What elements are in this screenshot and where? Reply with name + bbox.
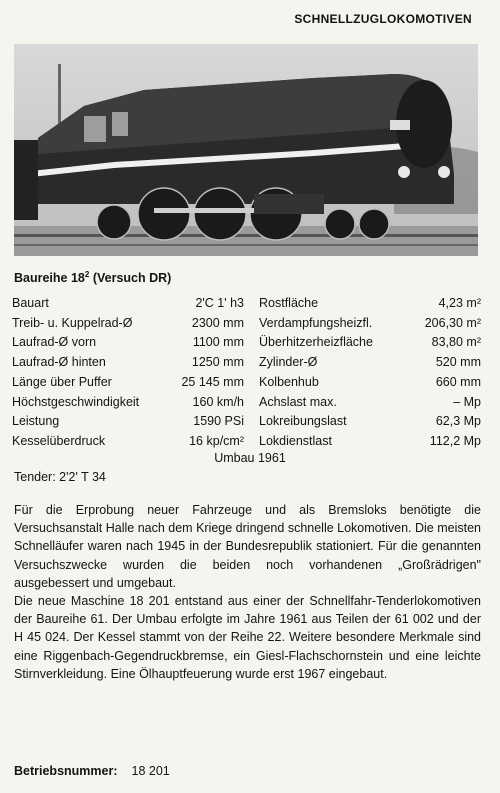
spec-row (259, 353, 481, 373)
spec-row (12, 294, 244, 314)
spec-label: Achslast max. (259, 394, 337, 409)
spec-value: 660 mm (435, 374, 481, 389)
spec-label: Zylinder-Ø (259, 355, 318, 370)
specs-table-left (12, 294, 244, 452)
spec-row (12, 314, 244, 334)
spec-row (12, 373, 244, 393)
spec-row (259, 314, 481, 334)
spec-value: 4,23 m² (438, 296, 481, 310)
spec-value: 25 145 mm (181, 374, 244, 389)
spec-row (12, 393, 244, 413)
spec-row (12, 432, 244, 452)
spec-label: Verdampfungsheizfl. (259, 315, 373, 330)
spec-label: Kesselüberdruck (12, 433, 106, 448)
spec-value: 1590 PSi (193, 414, 244, 429)
spec-label: Treib- u. Kuppelrad-Ø (12, 315, 133, 330)
spec-label: Leistung (12, 414, 60, 429)
description-text (14, 501, 481, 683)
spec-value: 16 kp/cm² (189, 433, 244, 448)
betriebsnummer: Betriebsnummer: 18 201 (14, 764, 170, 778)
spec-row (12, 353, 244, 373)
spec-value: 112,2 Mp (429, 433, 481, 448)
spec-label: Höchstgeschwindigkeit (12, 394, 140, 409)
spec-value: 520 mm (435, 355, 481, 370)
spec-row (259, 333, 481, 353)
spec-value: 62,3 Mp (435, 414, 481, 429)
spec-label: Lokdienstlast (259, 433, 332, 448)
section-title: SCHNELLZUGLOKOMOTIVEN (294, 12, 472, 26)
spec-value: 1100 mm (192, 335, 244, 350)
spec-label: Bauart (12, 296, 49, 310)
spec-row (259, 432, 481, 452)
spec-row (259, 373, 481, 393)
spec-value: 160 km/h (192, 394, 244, 409)
spec-value: 1250 mm (191, 355, 244, 370)
spec-label: Laufrad-Ø vorn (12, 335, 97, 350)
paragraph: Die neue Maschine 18 201 entstand aus einer der Schnellfahr-Tenderlokomotiven der Baureihe 61. Der Umbau erfolgte im Jahre 1961 aus Teilen der 61 002 und der H 45 024. Der Kessel stammt von der Reihe 22. Weitere besondere Merkmale sind eine Riggenbach-Gegendruckbremse, ein Giesl-Flachschornstein und eine leichte Stirnverkleidung. Eine Ölhauptfeuerung wurde erst 1967 eingebaut. (14, 594, 481, 681)
spec-row (259, 294, 481, 314)
spec-row (259, 412, 481, 432)
spec-value: – Mp (453, 394, 481, 409)
spec-value: 83,80 m² (431, 335, 481, 350)
spec-value: 2300 mm (191, 315, 244, 330)
spec-row (12, 333, 244, 353)
spec-label: Kolbenhub (259, 374, 319, 389)
spec-value: 206,30 m² (424, 315, 481, 330)
spec-label: Überhitzerheizfläche (259, 335, 373, 350)
umbau-line: Umbau 1961 (214, 451, 286, 465)
locomotive-photo (14, 44, 478, 256)
locomotive-heading: Baureihe $18^2$ (Versuch DR) (14, 270, 172, 286)
spec-value: 2'C 1' h3 (195, 296, 244, 310)
spec-row (259, 393, 481, 413)
spec-label: Lokreibungslast (259, 414, 347, 429)
spec-label: Länge über Puffer (12, 374, 112, 389)
spec-row (12, 412, 244, 432)
specs-table-right (259, 294, 481, 452)
paragraph: Für die Erprobung neuer Fahrzeuge und als Bremsloks benötigte die Versuchsanstalt Halle nach dem Kriege dringend schnelle Lokomotiven. Die meisten Schnelläufer waren nach 1945 in der Bundesrepublik stationiert. Für die genannten Versuchszwecke wurden die beiden noch vorhandenen „Großrädrigen" ausgebessert und umgebaut. (14, 503, 481, 590)
spec-label: Laufrad-Ø hinten (12, 355, 106, 370)
tender-line: Tender: 2'2' T 34 (14, 470, 106, 484)
spec-label: Rostfläche (259, 296, 319, 310)
